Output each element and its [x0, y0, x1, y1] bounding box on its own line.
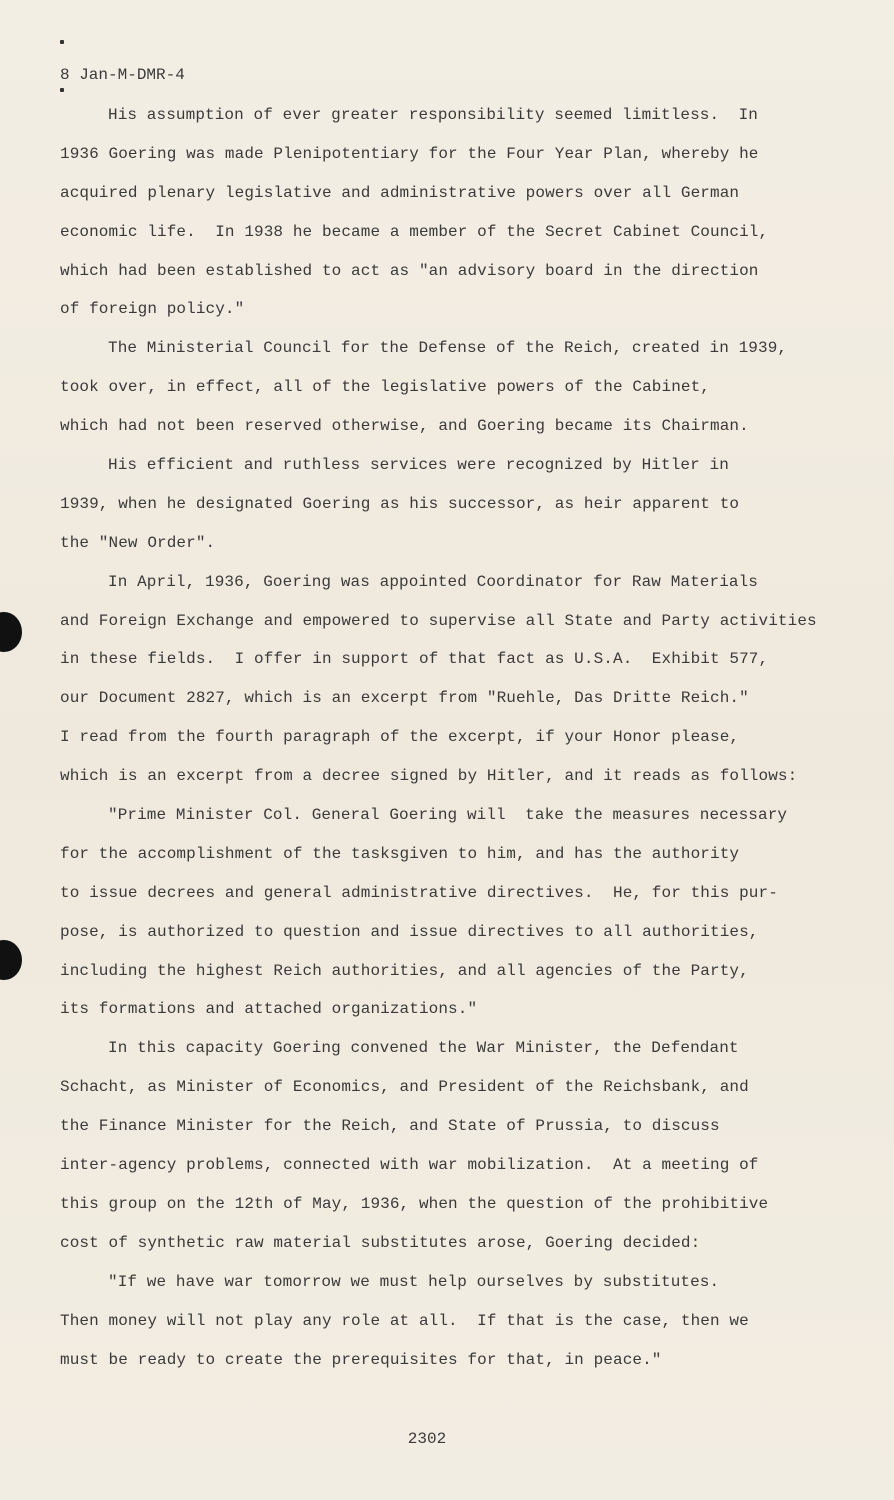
text-line: cost of synthetic raw material substitutes arose, Goering decided:: [60, 1233, 701, 1252]
text-line: this group on the 12th of May, 1936, when the question of the prohibitive: [60, 1194, 769, 1213]
text-line: Schacht, as Minister of Economics, and President of the Reichsbank, and: [60, 1078, 749, 1097]
margin-mark: [60, 40, 64, 44]
text-line: His assumption of ever greater responsibility seemed limitless. In: [108, 106, 759, 124]
text-line: pose, is authorized to question and issue directives to all authorities,: [60, 922, 759, 941]
text-line: to issue decrees and general administrative directives. He, for this pur-: [60, 883, 778, 902]
text-line: which had been established to act as "an advisory board in the direction: [60, 261, 759, 280]
text-line: The Ministerial Council for the Defense of the Reich, created in 1939,: [108, 339, 788, 358]
text-line: which had not been reserved otherwise, and Goering became its Chairman.: [60, 417, 749, 436]
text-line: the "New Order".: [60, 533, 216, 552]
text-line: including the highest Reich authorities, and all agencies of the Party,: [60, 961, 749, 980]
document-reference: 8 Jan-M-DMR-4: [60, 66, 185, 84]
text-line: which is an excerpt from a decree signed by Hitler, and it reads as follows:: [60, 767, 798, 786]
text-line: 1939, when he designated Goering as his successor, as heir apparent to: [60, 494, 740, 513]
text-line: In April, 1936, Goering was appointed Coordinator for Raw Materials: [108, 572, 759, 591]
text-line: for the accomplishment of the tasksgiven to him, and has the authority: [60, 844, 740, 863]
text-line: our Document 2827, which is an excerpt from "Ruehle, Das Dritte Reich.": [60, 689, 749, 708]
text-line: economic life. In 1938 he became a member of the Secret Cabinet Council,: [60, 222, 769, 241]
text-line: "Prime Minister Col. General Goering will take the measures necessary: [108, 806, 788, 825]
margin-mark: [60, 88, 64, 92]
text-line: I read from the fourth paragraph of the excerpt, if your Honor please,: [60, 728, 740, 747]
page-number: 2302: [407, 1430, 447, 1448]
text-line: 1936 Goering was made Plenipotentiary for the Four Year Plan, whereby he: [60, 144, 759, 163]
text-line: In this capacity Goering convened the War Minister, the Defendant: [108, 1039, 739, 1058]
text-line: Then money will not play any role at all. If that is the case, then we: [60, 1311, 749, 1330]
text-line: the Finance Minister for the Reich, and State of Prussia, to discuss: [60, 1117, 720, 1136]
text-line: inter-agency problems, connected with war mobilization. At a meeting of: [60, 1156, 759, 1175]
text-line: and Foreign Exchange and empowered to supervise all State and Party activities: [60, 611, 817, 630]
text-line: acquired plenary legislative and administrative powers over all German: [60, 183, 740, 202]
text-line: "If we have war tomorrow we must help ourselves by substitutes.: [108, 1272, 720, 1291]
text-line: took over, in effect, all of the legislative powers of the Cabinet,: [60, 378, 711, 397]
text-line: its formations and attached organizations.": [60, 1000, 478, 1019]
text-line: His efficient and ruthless services were recognized by Hitler in: [108, 456, 729, 475]
text-line: must be ready to create the prerequisites for that, in peace.": [60, 1350, 662, 1369]
punch-hole: [0, 940, 22, 980]
text-line: in these fields. I offer in support of that fact as U.S.A. Exhibit 577,: [60, 650, 769, 669]
punch-hole: [0, 612, 22, 652]
text-line: of foreign policy.": [60, 300, 245, 319]
document-body: [60, 100, 850, 1383]
